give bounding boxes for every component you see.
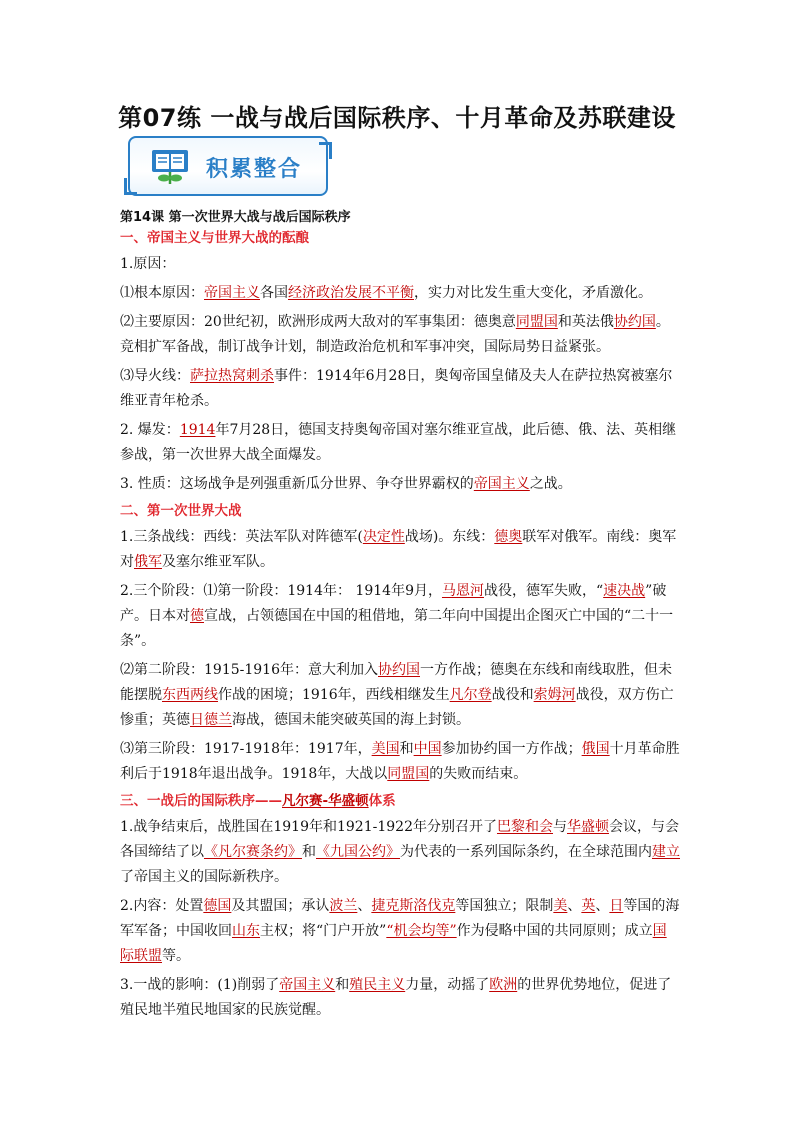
text-run: 与 <box>552 819 567 835</box>
paragraph <box>120 737 680 787</box>
text-run: 和 <box>335 977 350 993</box>
answer-blank: 凡尔赛-华盛顿 <box>282 793 369 809</box>
answer-blank: 波兰 <box>329 898 358 914</box>
text-run: 战役和 <box>491 687 534 703</box>
answer-blank: 国际联盟 <box>120 923 667 964</box>
answer-blank: 殖民主义 <box>349 977 406 993</box>
text-run: 三、一战后的国际秩序—— <box>120 793 282 809</box>
text-run: 事件：1914年6月28日，奥匈帝国皇储及夫人在萨拉热窝被塞尔维亚青年枪杀。 <box>120 368 673 409</box>
text-run: 、 <box>567 898 582 914</box>
text-run: 参加协约国一方作战； <box>441 741 582 757</box>
answer-blank: 中国 <box>413 741 442 757</box>
answer-blank: 1914 <box>179 422 216 438</box>
text-run: 力量，动摇了 <box>405 977 490 993</box>
answer-blank: 华盛顿 <box>566 819 609 835</box>
paragraph <box>120 364 680 414</box>
heading-text: 体系 <box>368 793 396 809</box>
text-run: ⑵第二阶段：1915-1916年：意大利加入 <box>120 662 378 678</box>
text-run: 和 <box>302 844 316 860</box>
answer-blank: 欧洲 <box>489 977 518 993</box>
text-run: 2.内容：处置 <box>120 898 204 914</box>
answer-blank: 美 <box>553 898 568 914</box>
answer-blank: 建立 <box>652 844 680 860</box>
paragraph <box>120 973 680 1023</box>
answer-blank: 速决战 <box>603 583 646 599</box>
answer-blank: 捷克斯洛伐克 <box>371 898 456 914</box>
answer-blank: “机会均等” <box>386 923 457 939</box>
text-run: 。竞相扩军备战，制订战争计划，制造政治危机和军事冲突，国际局势日益紧张。 <box>120 314 670 355</box>
section-heading <box>120 501 680 521</box>
text-run: ⑶第三阶段：1917-1918年：1917年， <box>120 741 372 757</box>
answer-blank: 《九国公约》 <box>316 844 400 860</box>
section-banner <box>128 136 328 196</box>
paragraph <box>120 894 680 969</box>
text-run: 二、第一次世界大战 <box>120 503 242 519</box>
answer-blank: 德 <box>190 608 204 624</box>
paragraph <box>120 281 680 306</box>
section-heading <box>120 228 680 248</box>
text-run: 了帝国主义的国际新秩序。 <box>120 869 288 885</box>
lesson-heading: 第14课 第一次世界大战与战后国际秩序 <box>120 210 351 225</box>
text-run: 和英法俄 <box>557 314 614 330</box>
text-run: 会议，与会各国缔结了以 <box>120 819 679 860</box>
text-run: 2.三个阶段：⑴第一阶段：1914年： 1914年9月， <box>120 583 442 599</box>
answer-blank: 凡尔登 <box>449 687 492 703</box>
text-run: 及塞尔维亚军队。 <box>162 554 274 570</box>
text-run: 十月革命胜利后于1918年退出战争。1918年，大战以 <box>120 741 680 782</box>
text-run: 等国的海军军备；中国收回 <box>120 898 680 939</box>
answer-blank: 马恩河 <box>441 583 484 599</box>
section-heading <box>120 791 680 811</box>
answer-blank: 山东 <box>232 923 260 939</box>
text-run: 、 <box>357 898 372 914</box>
answer-blank: 美国 <box>371 741 400 757</box>
paragraph <box>120 579 680 654</box>
answer-blank: 协约国 <box>613 314 656 330</box>
text-run: 一方作战；德奥在东线和南线取胜，但未能摆脱 <box>120 662 672 703</box>
page-title: 第07练 一战与战后国际秩序、十月革命及苏联建设 <box>118 104 676 132</box>
banner-label: 积累整合 <box>206 157 303 182</box>
answer-blank: 德奥 <box>494 529 523 545</box>
paragraph <box>120 472 680 497</box>
text-run: 联军对俄军。南线：奥军对 <box>120 529 677 570</box>
text-run: 和 <box>399 741 414 757</box>
sections-container <box>120 228 680 1023</box>
answer-blank: 帝国主义 <box>204 285 260 301</box>
answer-blank: 巴黎和会 <box>496 819 553 835</box>
answer-blank: 同盟国 <box>515 314 558 330</box>
answer-blank: 东西两线 <box>162 687 218 703</box>
answer-blank: 俄军 <box>134 554 162 570</box>
answer-blank: 同盟国 <box>387 766 430 782</box>
text-run: ，实力对比发生重大变化，矛盾激化。 <box>414 285 652 301</box>
answer-blank: 日德兰 <box>190 712 232 728</box>
text-run: ⑵主要原因：20世纪初，欧洲形成两大敌对的军事集团：德奥意 <box>120 314 516 330</box>
text-run: 2. 爆发： <box>120 422 180 438</box>
text-run: 的失败而结束。 <box>429 766 528 782</box>
answer-blank: 决定性 <box>362 529 405 545</box>
text-run: 年7月28日，德国支持奥匈帝国对塞尔维亚宣战，此后德、俄、法、英相继参战，第一次世界大战全面爆发。 <box>120 422 677 463</box>
text-run: 1.三条战线：西线：英法军队对阵德军( <box>120 529 363 545</box>
text-run: 之战。 <box>529 476 572 492</box>
answer-blank: 英 <box>581 898 596 914</box>
text-run: ⑴根本原因： <box>120 285 204 301</box>
text-run: 及其盟国；承认 <box>231 898 330 914</box>
text-run: 作战的困境；1916年，西线相继发生 <box>218 687 450 703</box>
paragraph <box>120 658 680 733</box>
text-run: 一、帝国主义与世界大战的酝酿 <box>120 230 309 246</box>
text-run: 战役，德军失败，“ <box>483 583 604 599</box>
text-run: 等国独立；限制 <box>455 898 554 914</box>
paragraph <box>120 815 680 890</box>
text-run: 战役，双方伤亡惨重；英德 <box>120 687 674 728</box>
text-run: ”破产。日本对 <box>120 583 667 624</box>
text-run: 海战，德国未能突破英国的海上封锁。 <box>232 712 470 728</box>
answer-blank: 帝国主义 <box>279 977 336 993</box>
text-run: 3.一战的影响：(1)削弱了 <box>120 977 280 993</box>
answer-blank: 萨拉热窝刺杀 <box>190 368 274 384</box>
text-run: 宣战，占领德国在中国的租借地，第二年向中国提出企图灭亡中国的“二十一条”。 <box>120 608 674 649</box>
paragraph <box>120 252 680 277</box>
paragraph <box>120 310 680 360</box>
text-run: 、 <box>595 898 610 914</box>
book-plant-icon <box>150 148 190 188</box>
paragraph <box>120 418 680 468</box>
paragraph <box>120 525 680 575</box>
answer-blank: 俄国 <box>581 741 610 757</box>
answer-blank: 协约国 <box>378 662 420 678</box>
answer-blank: 德国 <box>203 898 232 914</box>
answer-blank: 《凡尔赛条约》 <box>204 844 302 860</box>
answer-blank: 帝国主义 <box>473 476 530 492</box>
text-run: 3. 性质：这场战争是列强重新瓜分世界、争夺世界霸权的 <box>120 476 474 492</box>
answer-blank: 日 <box>609 898 624 914</box>
text-run: 的世界优势地位，促进了殖民地半殖民地国家的民族觉醒。 <box>120 977 672 1018</box>
text-run: 作为侵略中国的共同原则；成立 <box>456 923 653 939</box>
text-run: ⑶导火线： <box>120 368 190 384</box>
answer-blank: 索姆河 <box>533 687 576 703</box>
text-run: 战场)。东线： <box>404 529 495 545</box>
answer-blank: 经济政治发展不平衡 <box>288 285 414 301</box>
document-body <box>120 208 680 1027</box>
text-run: 1.战争结束后，战胜国在1919年和1921-1922年分别召开了 <box>120 819 497 835</box>
text-run: 为代表的一系列国际条约，在全球范围内 <box>400 844 652 860</box>
text-run: 等。 <box>162 948 190 964</box>
text-run: 1.原因： <box>120 256 176 272</box>
text-run: 主权；将“门户开放” <box>260 923 387 939</box>
text-run: 各国 <box>260 285 288 301</box>
